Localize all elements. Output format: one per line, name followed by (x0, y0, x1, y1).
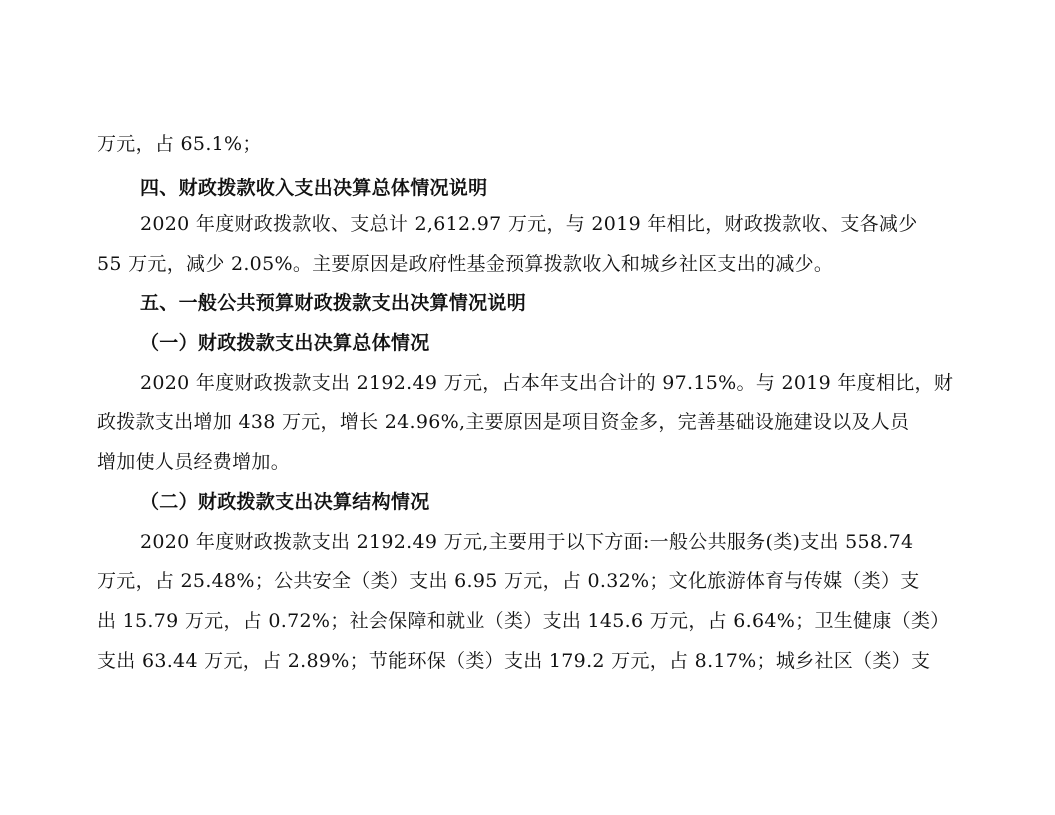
paragraph-line: 55 万元，减少 2.05%。主要原因是政府性基金预算拨款收入和城乡社区支出的减少。 (97, 253, 834, 275)
paragraph-line: 2020 年度财政拨款支出 2192.49 万元，占本年支出合计的 97.15%。与 2019 年度相比，财 (140, 372, 954, 394)
paragraph-line: 2020 年度财政拨款收、支总计 2,612.97 万元，与 2019 年相比，财政拨款收、支各减少 (140, 213, 918, 235)
paragraph-line: 政拨款支出增加 438 万元，增长 24.96%,主要原因是项目资金多，完善基础设施建设以及人员 (97, 411, 910, 433)
subsection-heading-2: （二）财政拨款支出决算结构情况 (140, 491, 430, 513)
paragraph-line: 2020 年度财政拨款支出 2192.49 万元,主要用于以下方面:一般公共服务(类)支出 558.74 (140, 531, 914, 553)
paragraph-line: 万元，占 65.1%； (97, 133, 262, 155)
paragraph-line: 出 15.79 万元，占 0.72%；社会保障和就业（类）支出 145.6 万元，占 6.64%；卫生健康（类） (97, 610, 950, 632)
paragraph-line: 支出 63.44 万元，占 2.89%；节能环保（类）支出 179.2 万元，占 8.17%；城乡社区（类）支 (97, 650, 931, 672)
paragraph-line: 增加使人员经费增加。 (97, 451, 291, 473)
section-heading-5: 五、一般公共预算财政拨款支出决算情况说明 (140, 292, 527, 314)
subsection-heading-1: （一）财政拨款支出决算总体情况 (140, 332, 430, 354)
section-heading-4: 四、财政拨款收入支出决算总体情况说明 (140, 177, 488, 199)
paragraph-line: 万元，占 25.48%；公共安全（类）支出 6.95 万元，占 0.32%；文化旅游体育与传媒（类）支 (97, 570, 920, 592)
